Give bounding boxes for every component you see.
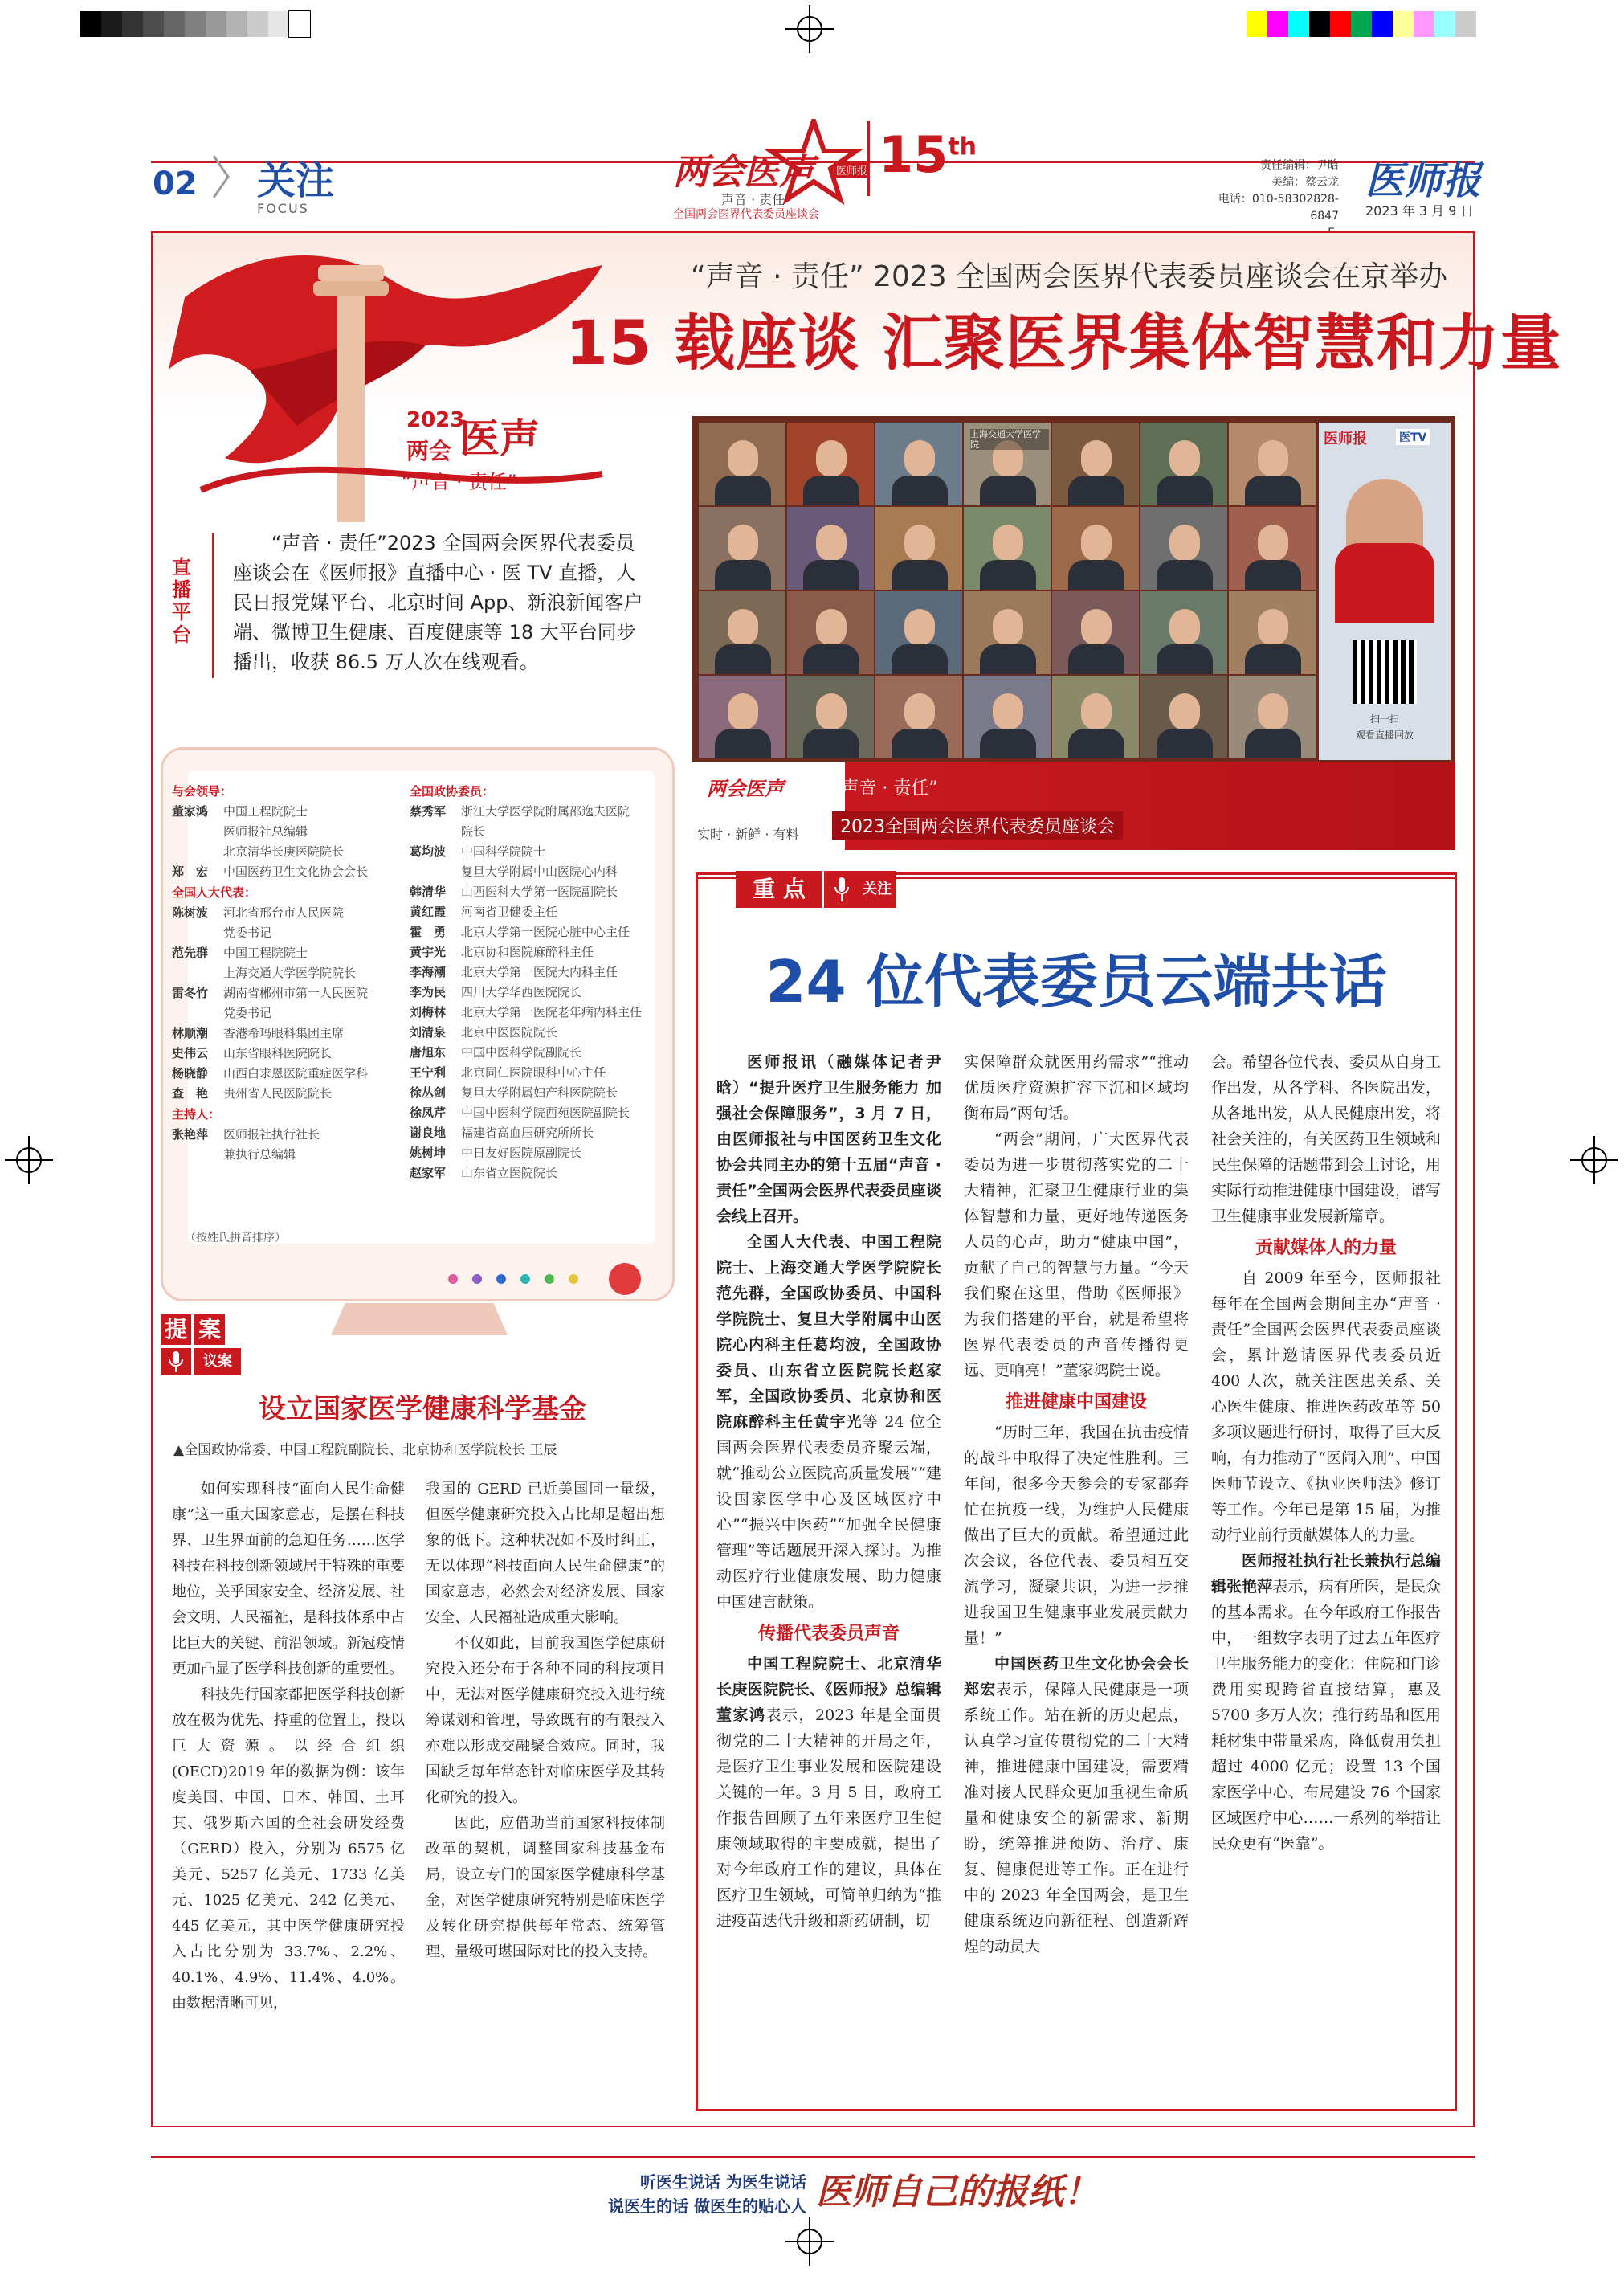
participant-name: 范先群 bbox=[172, 946, 209, 960]
participant-name: 林顺潮 bbox=[172, 1026, 209, 1040]
participant-name: 刘清泉 bbox=[410, 1025, 447, 1040]
participant-row bbox=[172, 983, 389, 1003]
video-tile bbox=[1229, 423, 1316, 505]
crop-mark-left bbox=[5, 1136, 53, 1184]
participant-name: 谢良地 bbox=[410, 1126, 447, 1140]
video-tile bbox=[787, 676, 874, 758]
participant-face bbox=[1258, 440, 1288, 477]
video-tile bbox=[1052, 591, 1139, 674]
badge-yisheng: 医声 bbox=[459, 415, 540, 462]
participant-row bbox=[410, 1143, 667, 1163]
proposal-paragraph: 不仅如此，目前我国医学健康研究投入还分布于各种不同的科技项目中，无法对医学健康研究投入进行统筹谋划和管理，导致既有的有限投入亦难以形成交融聚合效应。同时，我国缺乏每年常态针对临床医学及其转化研究的投入。 bbox=[426, 1635, 665, 1806]
proposal-tag-ti: 提 bbox=[161, 1314, 191, 1345]
participant-face bbox=[993, 525, 1023, 562]
proposal-paragraph: 科技先行国家都把医学科技创新放在极为优先、持重的位置上，投以巨大资源。以经合组织 (OECD)2019 年的数据为例：该年度美国、中国、日本、韩国、土耳其、俄罗斯六国的全社会研发经费（GERD）投入，分别为 6575 亿美元、5257 亿美元、1733 亿美元、1025 亿美元、242 亿美元、445 亿美元，其中医学健康研究投入占比分别为 33.7%、2.2%、40.1%、4.9%、11.4%、4.0%。由数据清晰可见， bbox=[172, 1686, 405, 2012]
participant-row bbox=[172, 963, 389, 983]
cmyk-color-bar bbox=[1247, 11, 1476, 37]
participant-title: 中国科学院院士 bbox=[461, 844, 546, 859]
video-tile bbox=[1052, 676, 1139, 758]
participant-title: 中国中医科学院副院长 bbox=[461, 1045, 582, 1060]
color-swatch bbox=[289, 11, 310, 37]
participant-face bbox=[904, 609, 935, 646]
color-swatch bbox=[122, 11, 143, 37]
crop-mark-right bbox=[1570, 1136, 1618, 1184]
participant-face bbox=[993, 609, 1023, 646]
color-swatch bbox=[101, 11, 122, 37]
participant-face bbox=[728, 693, 758, 730]
participant-body bbox=[1068, 560, 1124, 590]
participant-body bbox=[892, 644, 948, 674]
participant-row bbox=[172, 1003, 389, 1024]
report-column-2: 实保障群众就医用药需求”“推动优质医疗资源扩容下沉和区域均衡布局”两句话。 “两会”期间，广大医界代表委员为进一步贯彻落实党的二十大精神，汇聚卫生健康行业的集体智慧和力量，更好地传递医务人员的心声，助力“健康中国”，贡献了自己的智慧与力量。“今天我们聚在这里，借助《医师报》为我们搭建的平台，就是希望将医界代表委员的声音传播得更远、更响亮！”董家鸿院士说。 推进健康中国建设 “历时三年，我国在抗击疫情的战斗中取得了决定性胜利。三年间，很多今天参会的专家都奔忙在抗疫一线，为维护人民健康做出了巨大的贡献。希望通过此次会议，各位代表、委员相互交流学习，凝聚共识，为进一步推进我国卫生健康事业发展贡献力量！” 中国医药卫生文化协会会长郑宏表示，保障人民健康是一项系统工作。站在新的历史起点，认真学习宣传贯彻党的二十大精神，推进健康中国建设，需要精准对接人民群众更加重视生命质量和健康安全的新需求、新期盼，统筹推进预防、治疗、康复、健康促进等工作。正在进行中的 2023 年全国两会，是卫生健康系统迈向新征程、创造新辉煌的动员大 bbox=[964, 1053, 1189, 1955]
participant-row bbox=[172, 1145, 389, 1165]
participant-row bbox=[410, 942, 667, 962]
participant-title: 复旦大学附属妇产科医院院长 bbox=[461, 1085, 618, 1100]
participant-face bbox=[1169, 693, 1200, 730]
participant-body bbox=[1068, 729, 1124, 758]
participant-row bbox=[172, 842, 389, 862]
color-swatch bbox=[1288, 11, 1309, 37]
participant-row bbox=[410, 1163, 667, 1183]
participant-name bbox=[172, 963, 223, 983]
color-swatch bbox=[226, 11, 247, 37]
participant-face bbox=[816, 609, 847, 646]
participant-row bbox=[410, 822, 667, 842]
color-swatch bbox=[1372, 11, 1393, 37]
video-tile bbox=[1229, 591, 1316, 674]
participant-name: 董家鸿 bbox=[172, 804, 209, 819]
tile-background-text: 上海交通大学医学院 bbox=[970, 429, 1049, 450]
color-swatch bbox=[1351, 11, 1372, 37]
live-platform-label: 直播平台 bbox=[172, 556, 191, 646]
chevron-right-icon bbox=[210, 153, 231, 201]
participant-name: 李为民 bbox=[410, 985, 447, 999]
participant-title: 北京协和医院麻醉科主任 bbox=[461, 945, 594, 959]
color-swatch bbox=[164, 11, 185, 37]
participant-face bbox=[1258, 525, 1288, 562]
participant-title: 北京中医医院院长 bbox=[461, 1025, 558, 1040]
participant-title: 党委书记 bbox=[223, 1006, 272, 1020]
video-tile bbox=[1052, 507, 1139, 590]
participant-title: 北京大学第一医院心脏中心主任 bbox=[461, 925, 630, 939]
participant-name: 黄宇光 bbox=[410, 945, 447, 959]
participant-row bbox=[410, 862, 667, 882]
participant-body bbox=[892, 729, 948, 758]
participant-title: 北京清华长庚医院院长 bbox=[223, 844, 345, 859]
participant-row bbox=[172, 1064, 389, 1084]
host-panel: 医师报 医TV 扫一扫 观看直播回放 bbox=[1319, 423, 1451, 760]
overlay-subtitle: 2023全国两会医界代表委员座谈会 bbox=[832, 811, 1123, 840]
participant-title: 山西医科大学第一医院副院长 bbox=[461, 885, 618, 899]
live-divider bbox=[212, 533, 214, 678]
participant-title: 北京同仁医院眼科中心主任 bbox=[461, 1065, 606, 1080]
participant-title: 福建省高血压研究所所长 bbox=[461, 1126, 594, 1140]
tv-control-dots bbox=[448, 1263, 641, 1295]
video-tile bbox=[875, 676, 962, 758]
participant-body bbox=[892, 560, 948, 590]
video-tile bbox=[699, 591, 785, 674]
color-swatch bbox=[1414, 11, 1434, 37]
video-tile bbox=[1140, 591, 1227, 674]
participant-title: 河南省卫健委主任 bbox=[461, 905, 558, 919]
video-tile bbox=[1140, 676, 1227, 758]
microphone-icon bbox=[822, 871, 858, 908]
report-tag-zhongdian: 重 点 bbox=[736, 871, 822, 908]
participant-name: 史伟云 bbox=[172, 1046, 209, 1060]
participant-body bbox=[1245, 729, 1301, 758]
participant-group-heading: 全国人大代表： bbox=[172, 885, 257, 900]
video-tile bbox=[964, 676, 1051, 758]
participant-title: 中国中医科学院西苑医院副院长 bbox=[461, 1105, 630, 1120]
participant-name bbox=[172, 923, 223, 943]
overlay-tag: 实时 · 新鲜 · 有料 bbox=[697, 827, 799, 842]
badge-lianghui: 两会 bbox=[406, 438, 452, 464]
masthead-name: 医师报 bbox=[1365, 158, 1482, 203]
crop-mark-bottom bbox=[785, 2217, 834, 2266]
participant-body bbox=[980, 560, 1036, 590]
participant-name: 雷冬竹 bbox=[172, 986, 209, 1000]
participant-name: 查 艳 bbox=[172, 1086, 209, 1101]
participant-face bbox=[1081, 693, 1112, 730]
participant-face bbox=[904, 440, 935, 477]
participant-row bbox=[172, 903, 389, 923]
participant-face bbox=[816, 440, 847, 477]
banner-kicker: “声音 · 责任” 2023 全国两会医界代表委员座谈会在京举办 bbox=[691, 260, 1448, 293]
participant-face bbox=[993, 693, 1023, 730]
color-swatch bbox=[1330, 11, 1351, 37]
participant-row bbox=[172, 1024, 389, 1044]
participant-body bbox=[1157, 476, 1213, 505]
participant-face bbox=[728, 609, 758, 646]
report-column-3: 会。希望各位代表、委员从自身工作出发，从各学科、各医院出发，从各地出发，从人民健康出发，将社会关注的，有关医药卫生领域和民生保障的话题带到会上讨论，用实际行动推进健康中国建设，谱写卫生健康事业发展新篇章。 贡献媒体人的力量 自 2009 年至今，医师报社每年在全国两会期间主办“声音 · 责任”全国两会医界代表委员座谈会，累计邀请医界代表委员近 400 人次，就关注医患关系、关心医生健康、推进医药改革等 50 多项议题进行研讨，取得了巨大反响，有力推动了“医闹入刑”、中国医师节设立、《执业医师法》修订等工作。今年已是第 15 届，为推动行业前行贡献媒体人的力量。 医师报社执行社长兼执行总编辑张艳萍表示，病有所医，是民众的基本需求。在今年政府工作报告中，一组数字表明了过去五年医疗卫生服务能力的变化：住院和门诊费用实现跨省直接结算，惠及 5700 多万人次；推行药品和医用耗材集中带量采购，降低费用负担超过 4000 亿元；设置 13 个国家医学中心、布局建设 76 个国家区域医疗中心……一系列的举措让民众更有“医靠”。 bbox=[1211, 1053, 1441, 1853]
participant-name: 蔡秀军 bbox=[410, 804, 447, 819]
participant-title: 山东省眼科医院院长 bbox=[223, 1046, 333, 1060]
color-swatch bbox=[1434, 11, 1455, 37]
badge-slogan: “声音 · 责任” bbox=[402, 471, 517, 493]
participant-body bbox=[1245, 644, 1301, 674]
participant-face bbox=[816, 693, 847, 730]
issue-date: 2023 年 3 月 9 日 bbox=[1365, 203, 1474, 219]
participant-title: 山西白求恩医院重症医学科 bbox=[223, 1066, 369, 1081]
color-swatch bbox=[1455, 11, 1476, 37]
participant-row bbox=[172, 1084, 389, 1104]
participant-name: 王宁利 bbox=[410, 1065, 447, 1080]
participant-name: 赵家军 bbox=[410, 1166, 447, 1180]
participant-row bbox=[172, 802, 389, 822]
participant-title: 中日友好医院原副院长 bbox=[461, 1146, 582, 1160]
color-swatch bbox=[80, 11, 101, 37]
participant-body bbox=[980, 476, 1036, 505]
participant-row bbox=[410, 922, 667, 942]
proposal-paragraph: 如何实现科技“面向人民生命健康”这一重大国家意志，是摆在科技界、卫生界面前的急迫任务……医学科技在科技创新领域居于特殊的重要地位，关乎国家安全、经济发展、社会文明、人民福祉，是科技体系中占比巨大的关键、前沿领域。新冠疫情更加凸显了医学科技创新的重要性。 bbox=[172, 1481, 405, 1677]
participant-row bbox=[410, 1103, 667, 1123]
video-tile bbox=[964, 507, 1051, 590]
participant-name: 徐凤芹 bbox=[410, 1105, 447, 1120]
participant-name bbox=[172, 1145, 223, 1165]
proposal-tag-an: 案 bbox=[194, 1314, 225, 1345]
participant-body bbox=[892, 476, 948, 505]
participant-group-heading: 与会领导： bbox=[172, 784, 233, 799]
participant-title: 山东省立医院院长 bbox=[461, 1166, 558, 1180]
report-column-1: 医师报讯（融媒体记者尹晗）“提升医疗卫生服务能力 加强社会保障服务”，3 月 7 日，由医师报社与中国医药卫生文化协会共同主办的第十五届“声音 · 责任”全国两会医界代表委员座谈会线上召开。 全国人大代表、中国工程院院士、上海交通大学医学院院长范先群，全国政协委员、中国科学院院士、复旦大学附属中山医院心内科主任葛均波，全国政协委员、山东省立医院院长赵家军，全国政协委员、北京协和医院麻醉科主任黄宇光等 24 位全国两会医界代表委员齐聚云端，就“推动公立医院高质量发展”“建设国家医学中心及区域医疗中心”“振兴中医药”“加强全民健康管理”等话题展开深入探讨。为推动医疗行业健康发展、助力健康中国建言献策。 传播代表委员声音 中国工程院院士、北京清华长庚医院院长、《医师报》总编辑董家鸿表示，2023 年是全面贯彻党的二十大精神的开局之年，是医疗卫生事业发展和医院建设关键的一年。3 月 5 日，政府工作报告回顾了五年来医疗卫生健康领域取得的主要成就，提出了对今年政府工作的建议，具体在医疗卫生领域，可简单归纳为“推进疫苗迭代升级和新药研制，切 bbox=[716, 1053, 941, 1930]
participant-body bbox=[980, 729, 1036, 758]
participant-title: 河北省邢台市人民医院 bbox=[223, 905, 345, 920]
video-tile bbox=[1229, 507, 1316, 590]
lianghui-yisheng-logo: 两会医声 医师报 声音 · 责任 全国两会医界代表委员座谈会 bbox=[673, 119, 874, 223]
proposal-byline: ▲全国政协常委、中国工程院副院长、北京协和医学院校长 王辰 bbox=[173, 1442, 557, 1458]
participant-row bbox=[410, 983, 667, 1003]
grayscale-color-bar bbox=[80, 11, 310, 37]
anniversary-number: 15th bbox=[879, 125, 977, 184]
proposal-title: 设立国家医学健康科学基金 bbox=[259, 1393, 586, 1425]
proposal-column-1 bbox=[172, 1477, 405, 2017]
video-tile bbox=[1052, 423, 1139, 505]
participant-name bbox=[410, 862, 461, 882]
participant-row bbox=[410, 1063, 667, 1083]
participant-body bbox=[1245, 476, 1301, 505]
participant-title: 中国工程院院士 bbox=[223, 804, 308, 819]
participant-face bbox=[1169, 440, 1200, 477]
video-tile bbox=[1140, 507, 1227, 590]
participant-face bbox=[1081, 440, 1112, 477]
participant-name: 郑 宏 bbox=[172, 864, 209, 879]
section-title-en: FOCUS bbox=[257, 201, 309, 216]
color-swatch bbox=[1393, 11, 1414, 37]
video-tile bbox=[787, 507, 874, 590]
video-tile bbox=[699, 507, 785, 590]
color-swatch bbox=[1247, 11, 1267, 37]
participant-body bbox=[803, 644, 859, 674]
participant-name: 霍 勇 bbox=[410, 925, 447, 939]
proposal-tag-yian: 议案 bbox=[194, 1348, 241, 1375]
participant-body bbox=[980, 644, 1036, 674]
participant-title: 北京大学第一医院老年病内科主任 bbox=[461, 1005, 643, 1020]
participant-name bbox=[172, 822, 223, 842]
participants-right-column bbox=[410, 781, 667, 1183]
live-text: “声音 · 责任”2023 全国两会医界代表委员座谈会在《医师报》直播中心 · 医 TV 直播，人民日报党媒平台、北京时间 App、新浪新闻客户端、微博卫生健康、百度健康等 18 大平台同步播出，收获 86.5 万人次在线观看。 bbox=[233, 532, 643, 673]
tv-stand bbox=[331, 1303, 508, 1335]
participant-row bbox=[172, 923, 389, 943]
video-tile bbox=[699, 423, 785, 505]
participant-face bbox=[816, 525, 847, 562]
participant-title: 浙江大学医学院附属邵逸夫医院 bbox=[461, 804, 630, 819]
footer-slogan: 医师自己的报纸！ bbox=[816, 2172, 1099, 2213]
qr-code bbox=[1353, 640, 1417, 704]
participant-name: 姚树坤 bbox=[410, 1146, 447, 1160]
video-tile bbox=[787, 591, 874, 674]
participant-row bbox=[172, 1044, 389, 1064]
participant-title: 医师报社执行社长 bbox=[223, 1127, 320, 1142]
participant-name: 张艳萍 bbox=[172, 1127, 209, 1142]
video-tile bbox=[875, 507, 962, 590]
participant-name: 徐丛剑 bbox=[410, 1085, 447, 1100]
participant-title: 中国工程院院士 bbox=[223, 946, 308, 960]
participant-title: 上海交通大学医学院院长 bbox=[223, 966, 357, 980]
banner-headline: 15 载座谈 汇聚医界集体智慧和力量 bbox=[565, 307, 1562, 378]
report-tag-guanzhu: 关注 bbox=[858, 871, 896, 908]
participant-row bbox=[410, 882, 667, 902]
color-swatch bbox=[1267, 11, 1288, 37]
participant-face bbox=[1169, 525, 1200, 562]
participant-face bbox=[904, 525, 935, 562]
participant-body bbox=[1157, 644, 1213, 674]
participant-body bbox=[1068, 476, 1124, 505]
participant-body bbox=[715, 476, 771, 505]
participant-title: 医师报社总编辑 bbox=[223, 824, 308, 839]
participant-row bbox=[410, 842, 667, 862]
participant-group-heading: 主持人： bbox=[172, 1107, 221, 1122]
participant-row bbox=[410, 962, 667, 983]
overlay-title: “声音 · 责任” bbox=[832, 778, 938, 799]
page-number: 02 bbox=[153, 165, 198, 202]
color-swatch bbox=[247, 11, 268, 37]
participant-name: 刘梅林 bbox=[410, 1005, 447, 1020]
microphone-icon bbox=[161, 1348, 191, 1375]
participant-row bbox=[410, 1023, 667, 1043]
participant-row bbox=[172, 862, 389, 882]
participant-name: 唐旭东 bbox=[410, 1045, 447, 1060]
footer-line-1: 听医生说话 为医生说话 bbox=[640, 2172, 806, 2192]
color-swatch bbox=[143, 11, 164, 37]
footer-rule bbox=[151, 2156, 1475, 2158]
participant-name: 陈树波 bbox=[172, 905, 209, 920]
participant-body bbox=[1157, 729, 1213, 758]
report-title: 24 位代表委员云端共话 bbox=[765, 948, 1387, 1015]
participant-name: 杨晓静 bbox=[172, 1066, 209, 1081]
editor-info: 责任编辑：尹晗 美编：蔡云龙 电话：010-58302828-6847 bbox=[1218, 159, 1339, 223]
participant-title: 党委书记 bbox=[223, 926, 272, 940]
crop-mark-top bbox=[785, 5, 834, 53]
participant-title: 复旦大学附属中山医院心内科 bbox=[461, 864, 618, 879]
color-swatch bbox=[206, 11, 226, 37]
video-tile bbox=[1140, 423, 1227, 505]
participant-row bbox=[410, 902, 667, 922]
participant-body bbox=[715, 644, 771, 674]
proposal-paragraph: 我国的 GERD 已近美国同一量级，但医学健康研究投入占比却是超出想象的低下。这种状况如不及时纠正，无以体现“科技面向人民生命健康”的国家意志，必然会对经济发展、国家安全、人民福祉造成重大影响。 bbox=[426, 1481, 665, 1626]
proposal-column-2 bbox=[426, 1477, 665, 1965]
video-tile bbox=[787, 423, 874, 505]
participant-face bbox=[904, 693, 935, 730]
section-title: 关注 bbox=[257, 158, 335, 203]
participant-body bbox=[803, 476, 859, 505]
participant-face bbox=[1258, 609, 1288, 646]
participant-name: 韩清华 bbox=[410, 885, 447, 899]
participant-body bbox=[1157, 560, 1213, 590]
color-swatch bbox=[268, 11, 289, 37]
participant-name: 黄红霞 bbox=[410, 905, 447, 919]
participant-title: 香港希玛眼科集团主席 bbox=[223, 1026, 345, 1040]
participant-face bbox=[1258, 693, 1288, 730]
participant-row bbox=[172, 822, 389, 842]
participant-row bbox=[172, 1125, 389, 1145]
participant-group-heading: 全国政协委员： bbox=[410, 784, 495, 799]
color-swatch bbox=[185, 11, 206, 37]
participant-title: 中国医药卫生文化协会会长 bbox=[223, 864, 369, 879]
participant-title: 兼执行总编辑 bbox=[223, 1147, 296, 1162]
color-swatch bbox=[1309, 11, 1330, 37]
participant-name bbox=[172, 842, 223, 862]
logo-divider bbox=[867, 121, 870, 196]
participant-face bbox=[1169, 609, 1200, 646]
participant-face bbox=[1081, 609, 1112, 646]
video-tile bbox=[875, 423, 962, 505]
participant-face bbox=[728, 440, 758, 477]
participant-row bbox=[410, 1123, 667, 1143]
participant-row bbox=[172, 943, 389, 963]
video-tile bbox=[964, 591, 1051, 674]
participant-title: 北京大学第一医院大内科主任 bbox=[461, 965, 618, 979]
participant-body bbox=[1245, 560, 1301, 590]
participant-row bbox=[410, 1083, 667, 1103]
participant-face bbox=[728, 525, 758, 562]
participant-face bbox=[1081, 525, 1112, 562]
participant-name: 葛均波 bbox=[410, 844, 447, 859]
badge-year: 2023 bbox=[406, 408, 465, 432]
participant-body bbox=[715, 560, 771, 590]
participant-name bbox=[172, 1003, 223, 1024]
proposal-paragraph: 因此，应借助当前国家科技体制改革的契机，调整国家科技基金布局，设立专门的国家医学健康科学基金，对医学健康研究特别是临床医学及转化研究提供每年常态、统筹管理、量级可堪国际对比的投入支持。 bbox=[426, 1815, 665, 1960]
sort-note: （按姓氏拼音排序） bbox=[185, 1232, 286, 1244]
participant-name: 李海潮 bbox=[410, 965, 447, 979]
participants-left-column bbox=[172, 781, 389, 1165]
participant-row bbox=[410, 1043, 667, 1063]
footer-line-2: 说医生的话 做医生的贴心人 bbox=[608, 2196, 806, 2216]
video-tile bbox=[699, 676, 785, 758]
participant-name bbox=[410, 822, 461, 842]
participant-body bbox=[1068, 644, 1124, 674]
video-conference-screenshot bbox=[692, 416, 1455, 850]
participant-row bbox=[410, 1003, 667, 1023]
participant-title: 四川大学华西医院院长 bbox=[461, 985, 582, 999]
participant-title: 贵州省人民医院院长 bbox=[223, 1086, 333, 1101]
participant-title: 湖南省郴州市第一人民医院 bbox=[223, 986, 369, 1000]
video-tile bbox=[875, 591, 962, 674]
participant-body bbox=[803, 729, 859, 758]
video-tile bbox=[1229, 676, 1316, 758]
participant-row bbox=[410, 802, 667, 822]
overlay-logo: 两会医声 bbox=[707, 778, 784, 800]
participant-title: 院长 bbox=[461, 824, 486, 839]
participant-body bbox=[803, 560, 859, 590]
participant-body bbox=[715, 729, 771, 758]
